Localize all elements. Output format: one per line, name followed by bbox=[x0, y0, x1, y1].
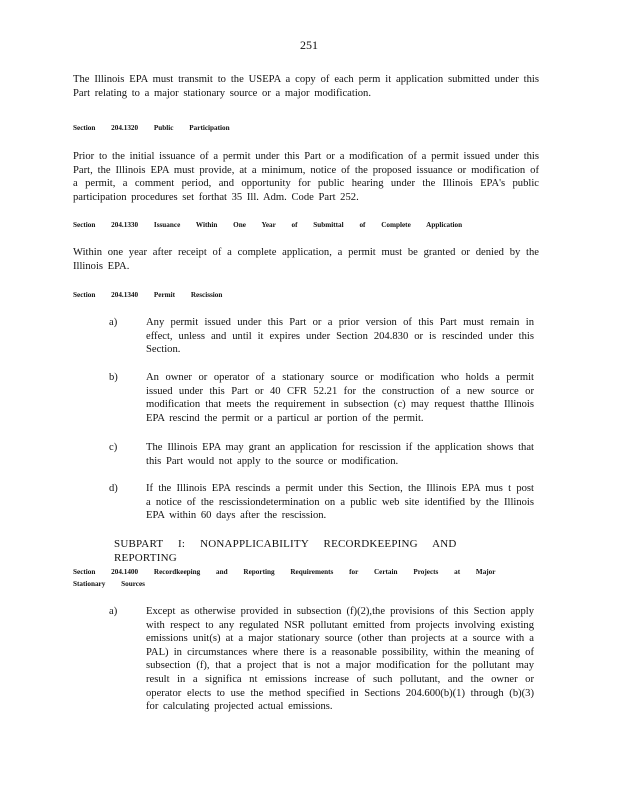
page-number: 251 bbox=[300, 38, 318, 52]
section-1320-body: Prior to the initial issuance of a permit under this Part or a modification of a permit issued under this Part, the Illinois EPA must provide, at a minimum, notice of the proposed issuance or modification of a permit, a comment period, and opportunity for public hearing under the Illinois EPA's public participation procedures set forthat 35 Ill. Adm. Code Part 252. bbox=[73, 151, 539, 203]
list-item: If the Illinois EPA rescinds a permit under this Section, the Illinois EPA mus t post a notice of the rescissiondetermination on a public web site identified by the Illinois EPA within 60 days after the rescission. bbox=[146, 483, 534, 522]
list-item: Except as otherwise provided in subsection (f)(2),the provisions of this Section apply with respect to any regulated NSR pollutant emitted from projects involving existing emissions unit(s) at a major stationary source (other than projects at a source with a PAL) in circumstances where there is a reasonable possibility, within the meaning of subsection (f), that a project that is not a major modification for the pollutant may result in a significa nt emissions increase of such pollutant, and the owner or operator elects to use the method specified in Sections 204.600(b)(1) through (b)(3) for calculating projected actual emissions. bbox=[146, 606, 534, 713]
item-label: a) bbox=[109, 606, 118, 617]
item-label: b) bbox=[109, 372, 118, 383]
section-1340-heading: Section 204.1340 Permit Rescission bbox=[73, 291, 223, 299]
list-item: The Illinois EPA may grant an application for rescission if the application shows that this Part would not apply to the source or modification. bbox=[146, 442, 534, 467]
section-1330-body: Within one year after receipt of a complete application, a permit must be granted or denied by the Illinois EPA. bbox=[73, 247, 539, 272]
item-label: d) bbox=[109, 483, 118, 494]
list-item: An owner or operator of a stationary source or modification who holds a permit issued under this Part or 40 CFR 52.21 for the construction of a new source or modification that meets the requirement in subsection (c) may request thatthe Illinois EPA rescind the permit or a particul ar portion of the permit. bbox=[146, 372, 534, 424]
item-label: c) bbox=[109, 442, 118, 453]
section-1330-heading: Section 204.1330 Issuance Within One Year of Submittal of Complete Application bbox=[73, 221, 463, 229]
item-label: a) bbox=[109, 317, 118, 328]
list-item: Any permit issued under this Part or a prior version of this Part must remain in effect, unless and until it expires under Section 204.830 or is rescinded under this Section. bbox=[146, 317, 534, 356]
intro-paragraph: The Illinois EPA must transmit to the USEPA a copy of each perm it application submitted under this Part relating to a major stationary source or a major modification. bbox=[73, 74, 539, 99]
section-1400-heading: Section 204.1400 Recordkeeping and Reporting Requirements for Certain Projects at Major Stationary Sources bbox=[73, 568, 496, 588]
subpart-title: SUBPART I: NONAPPLICABILITY RECORDKEEPING AND REPORTING bbox=[114, 538, 457, 564]
section-1320-heading: Section 204.1320 Public Participation bbox=[73, 124, 230, 132]
